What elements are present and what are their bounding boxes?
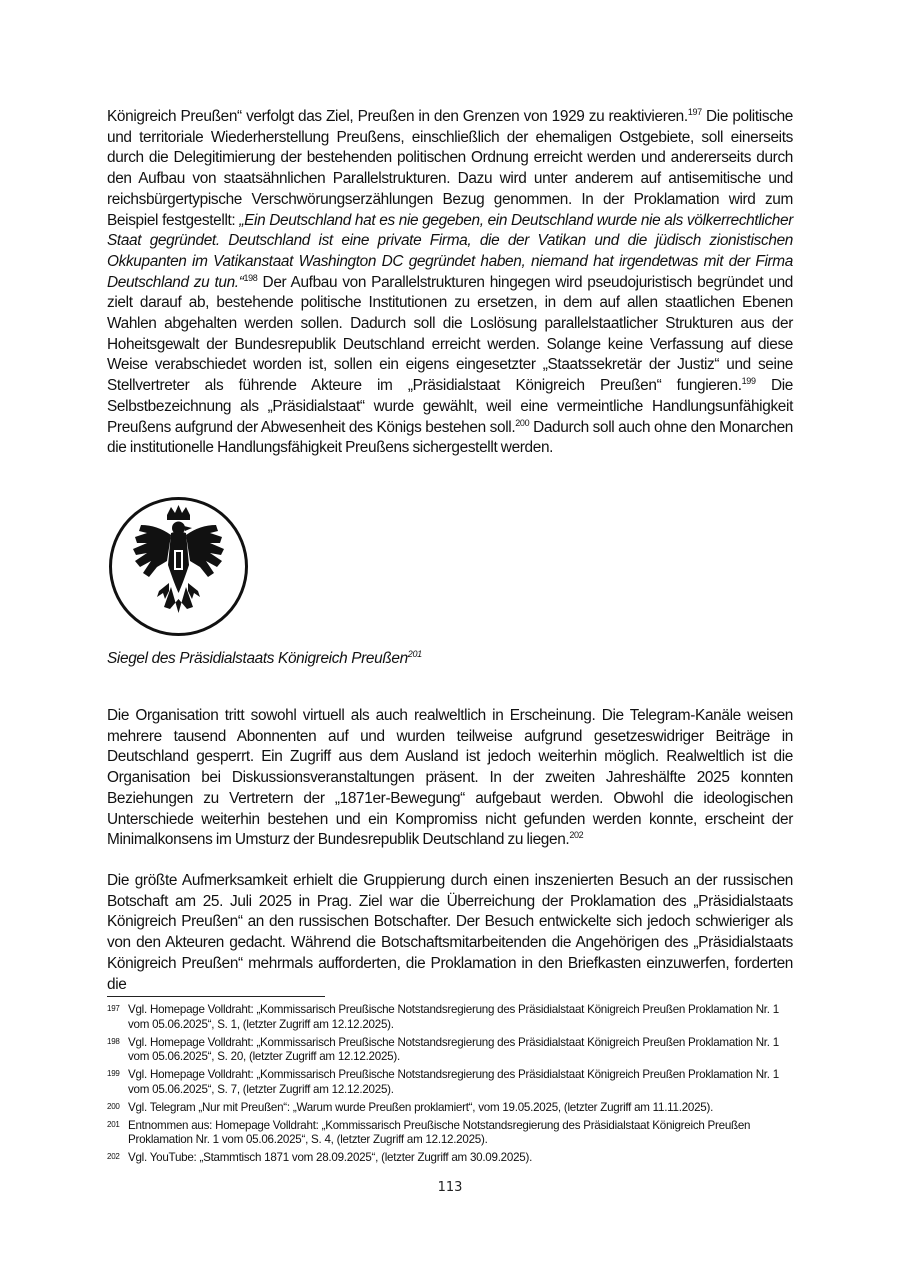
footnote-text: Vgl. Telegram „Nur mit Preußen“: „Warum wurde Preußen proklamiert“, vom 19.05.2025, (letzter Zugriff am 11.11.2025). (128, 1100, 714, 1114)
eagle-seal-icon (107, 495, 250, 638)
body-paragraph-1 (107, 107, 793, 459)
footnote-text: Vgl. Homepage Volldraht: „Kommissarisch Preußische Notstandsregierung des Präsidialstaat Königreich Preußen Proklamation Nr. 1 vom 05.06.2025“, S. 7, (letzter Zugriff am 12.12.2025). (128, 1068, 779, 1096)
footnote-number: 202 (107, 1152, 120, 1162)
caption-text: Siegel des Präsidialstaats Königreich Preußen (107, 650, 408, 667)
footnote-201 (107, 1119, 793, 1149)
page-number: 113 (437, 1180, 463, 1195)
body-paragraph-2 (107, 706, 793, 851)
footnote-197 (107, 1003, 793, 1033)
footnote-200 (107, 1101, 793, 1116)
footnote-list (107, 1003, 793, 1169)
paragraph-text: Die größte Aufmerksamkeit erhielt die Gruppierung durch einen inszenierten Besuch an der russischen Botschaft am 25. Juli 2025 in Prag. Ziel war die Überreichung der Proklamation des „Präsidialstaats Königreich Preußen“ an den russischen Botschafter. Der Besuch entwickelte sich jedoch schwieriger als von den Akteuren gedacht. Während die Botschaftsmitarbeitenden die Angehörigen des „Präsidialstaats Königreich Preußen“ mehrmals aufforderten, die Proklamation in den Briefkasten einzuwerfen, forderten die (107, 872, 793, 993)
footnote-number: 201 (107, 1119, 120, 1129)
footnote-202 (107, 1151, 793, 1166)
figure-caption (107, 650, 422, 668)
paragraph-text: Der Aufbau von Parallelstrukturen hingegen wird pseudojuristisch begründet und zielt darauf ab, bestehende politische Institutionen zu ersetzen, in dem auf allen staatlichen Ebenen Wahlen abgehalten werden sollen. Dadurch soll die Loslösung parallelstaatlicher Strukturen aus der Hoheitsgewalt der Bundesrepublik Deutschland erreicht werden. Solange keine Verfassung auf diese Weise verabschiedet worden ist, sollen ein eigens eingesetzter „Staatssekretär der Justiz“ und seine Stellvertreter als führende Akteure im „Präsidialstaat Königreich Preußen“ fungieren. (107, 273, 793, 395)
footnote-ref-199[interactable]: 199 (741, 376, 756, 387)
footnote-text: Vgl. Homepage Volldraht: „Kommissarisch Preußische Notstandsregierung des Präsidialstaat Königreich Preußen Proklamation Nr. 1 vom 05.06.2025“, S. 20, (letzter Zugriff am 12.12.2025). (128, 1035, 779, 1064)
footnote-ref-202[interactable]: 202 (569, 830, 584, 841)
footnote-number: 199 (107, 1069, 120, 1079)
paragraph-text: Die politische und territoriale Wiederherstellung Preußens, einschließlich der ehemaligen Ostgebiete, soll einerseits durch die Delegitimierung der bestehenden politischen Ordnung erreicht werden und andererseits durch den Aufbau von staatsähnlichen Parallelstrukturen. Dazu wird unter anderem auf antisemitische und reichsbürgertypische Verschwörungserzählungen Bezug genommen. In der Proklamation wird zum Beispiel festgestellt: (107, 108, 793, 229)
footnote-ref-201[interactable]: 201 (407, 648, 422, 659)
footnote-divider (107, 996, 325, 997)
footnote-number: 198 (107, 1036, 120, 1046)
footnote-number: 200 (107, 1101, 120, 1111)
footnote-text: Vgl. Homepage Volldraht: „Kommissarisch Preußische Notstandsregierung des Präsidialstaat Königreich Preußen Proklamation Nr. 1 vom 05.06.2025“, S. 1, (letzter Zugriff am 12.12.2025). (128, 1003, 779, 1031)
footnote-ref-197[interactable]: 197 (687, 106, 702, 117)
footnote-ref-200[interactable]: 200 (515, 417, 530, 428)
paragraph-text: Dadurch soll auch ohne den Monarchen die institutionelle Handlungsfähigkeit Preußens sichergestellt werden. (107, 418, 793, 457)
footnote-198 (107, 1036, 793, 1066)
footnote-text: Entnommen aus: Homepage Volldraht: „Kommissarisch Preußische Notstandsregierung des Präsidialstaat Königreich Preußen Proklamation Nr. 1 vom 05.06.2025“, S. 4, (letzter Zugriff am 12.12.2025). (128, 1118, 751, 1147)
body-paragraph-3 (107, 871, 793, 995)
footnote-199 (107, 1068, 793, 1098)
proclamation-quote: „Ein Deutschland hat es nie gegeben, ein Deutschland wurde nie als völkerrechtlicher Staat gegründet. Deutschland ist eine private Firma, die der Vatikan und die jüdisch zionistischen Okkupanten im Vatikanstaat Washington DC gegründet haben, niemand hat irgendetwas mit der Firma Deutschland zu tun.“ (107, 211, 793, 291)
paragraph-text: Die Organisation tritt sowohl virtuell als auch realweltlich in Erscheinung. Die Telegram-Kanäle weisen mehrere tausend Abonnenten auf und wurden teilweise aufgrund gesetzeswidriger Beiträge in Deutschland gesperrt. Ein Zugriff aus dem Ausland ist jedoch weiterhin möglich. Realweltlich ist die Organisation bei Diskussionsveranstaltungen präsent. In der zweiten Jahreshälfte 2025 konnten Beziehungen zu Vertretern der „1871er-Bewegung“ aufgebaut werden. Obwohl die ideologischen Unterschiede weiterhin bestehen und ein Kompromiss nicht gefunden werden konnte, erscheint der Minimalkonsens im Umsturz der Bundesrepublik Deutschland zu liegen. (107, 707, 793, 849)
footnote-text: Vgl. YouTube: „Stammtisch 1871 vom 28.09.2025“, (letzter Zugriff am 30.09.2025). (128, 1151, 533, 1165)
paragraph-text: Die Selbstbezeichnung als „Präsidialstaat“ wurde gewählt, weil eine vermeintliche Handlungsunfähigkeit Preußens aufgrund der Abwesenheit des Königs bestehen soll. (107, 377, 793, 436)
footnote-number: 197 (107, 1004, 120, 1013)
footnote-ref-198[interactable]: 198 (243, 272, 258, 283)
paragraph-text: Königreich Preußen“ verfolgt das Ziel, Preußen in den Grenzen von 1929 zu reaktivieren. (107, 108, 688, 125)
